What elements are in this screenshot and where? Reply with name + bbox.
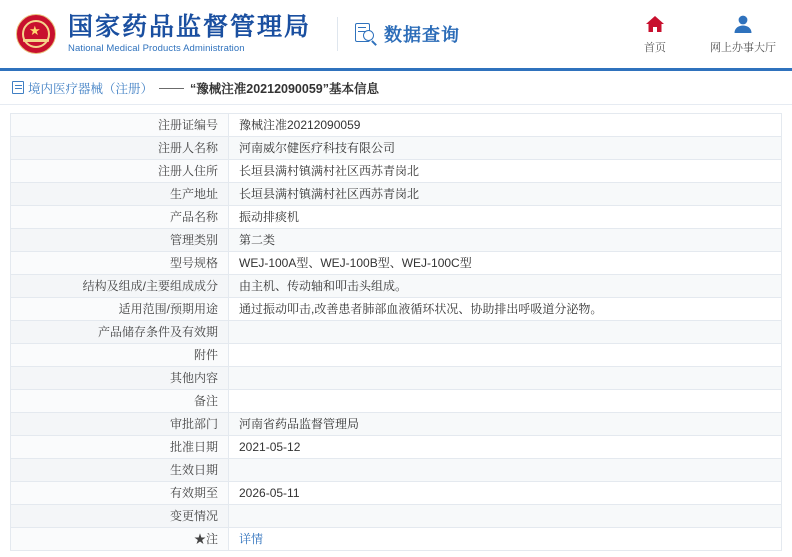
table-row [11,183,782,206]
breadcrumb [0,71,792,105]
site-header [0,0,792,68]
row-label: 变更情况 [11,505,229,528]
page-title: “豫械注准20212090059”基本信息 [190,81,379,96]
detail-link[interactable]: 详情 [239,532,264,546]
row-label: 注册人住所 [11,160,229,183]
row-label: 产品名称 [11,206,229,229]
row-value[interactable] [229,528,782,551]
header-link-home-label: 首页 [644,41,666,54]
table-row [11,505,782,528]
data-query-label: 数据查询 [384,25,461,45]
row-value [229,390,782,413]
org-name-en: National Medical Products Administration [68,42,245,54]
table-row [11,229,782,252]
row-label: 注册人名称 [11,137,229,160]
table-row [11,459,782,482]
row-value: 第二类 [229,229,782,252]
header-link-home[interactable] [628,14,682,55]
row-value [229,505,782,528]
data-query-link[interactable] [354,21,460,47]
row-value: 河南省药品监督管理局 [229,413,782,436]
document-icon [12,81,24,94]
row-label: 附件 [11,344,229,367]
row-label: 有效期至 [11,482,229,505]
info-table-body [11,114,782,551]
table-row [11,344,782,367]
org-name-cn: 国家药品监督管理局 [68,12,312,41]
home-icon [644,14,666,36]
table-row [11,137,782,160]
table-row [11,206,782,229]
breadcrumb-category[interactable]: 境内医疗器械（注册） [28,81,154,96]
row-value: 河南威尔健医疗科技有限公司 [229,137,782,160]
header-divider [337,17,338,51]
table-row [11,528,782,551]
row-label: 审批部门 [11,413,229,436]
info-table-wrapper [0,105,792,551]
user-icon [732,14,754,36]
row-value [229,459,782,482]
table-row [11,367,782,390]
row-value [229,344,782,367]
table-row [11,275,782,298]
row-label: 产品储存条件及有效期 [11,321,229,344]
table-row [11,252,782,275]
row-value: 振动排痰机 [229,206,782,229]
row-value [229,367,782,390]
table-row [11,298,782,321]
table-row [11,321,782,344]
row-value: 豫械注准20212090059 [229,114,782,137]
row-label: 其他内容 [11,367,229,390]
table-row [11,160,782,183]
table-row [11,390,782,413]
row-value: 2026-05-11 [229,482,782,505]
row-value: 由主机、传动轴和叩击头组成。 [229,275,782,298]
row-value: 通过振动叩击,改善患者肺部血液循环状况、协助排出呼吸道分泌物。 [229,298,782,321]
table-row [11,482,782,505]
row-label: 生产地址 [11,183,229,206]
row-value: 长垣县满村镇满村社区西苏青岗北 [229,183,782,206]
row-value: 长垣县满村镇满村社区西苏青岗北 [229,160,782,183]
row-value [229,321,782,344]
row-label: 批准日期 [11,436,229,459]
header-link-service-hall-label: 网上办事大厅 [710,41,776,54]
row-label: 注册证编号 [11,114,229,137]
row-label: 适用范围/预期用途 [11,298,229,321]
table-row [11,413,782,436]
document-search-icon [354,22,378,46]
row-value: 2021-05-12 [229,436,782,459]
row-label: 生效日期 [11,459,229,482]
breadcrumb-separator: —— [159,80,185,95]
header-links [628,14,776,55]
table-row [11,114,782,137]
national-emblem-icon: ★ [14,12,58,56]
header-link-service-hall[interactable] [710,14,776,55]
row-label: 备注 [11,390,229,413]
row-label: ★注 [11,528,229,551]
table-row [11,436,782,459]
row-label: 结构及组成/主要组成成分 [11,275,229,298]
row-value: WEJ-100A型、WEJ-100B型、WEJ-100C型 [229,252,782,275]
registration-info-table [10,113,782,551]
brand-block [68,13,311,56]
row-label: 管理类别 [11,229,229,252]
row-label: 型号规格 [11,252,229,275]
